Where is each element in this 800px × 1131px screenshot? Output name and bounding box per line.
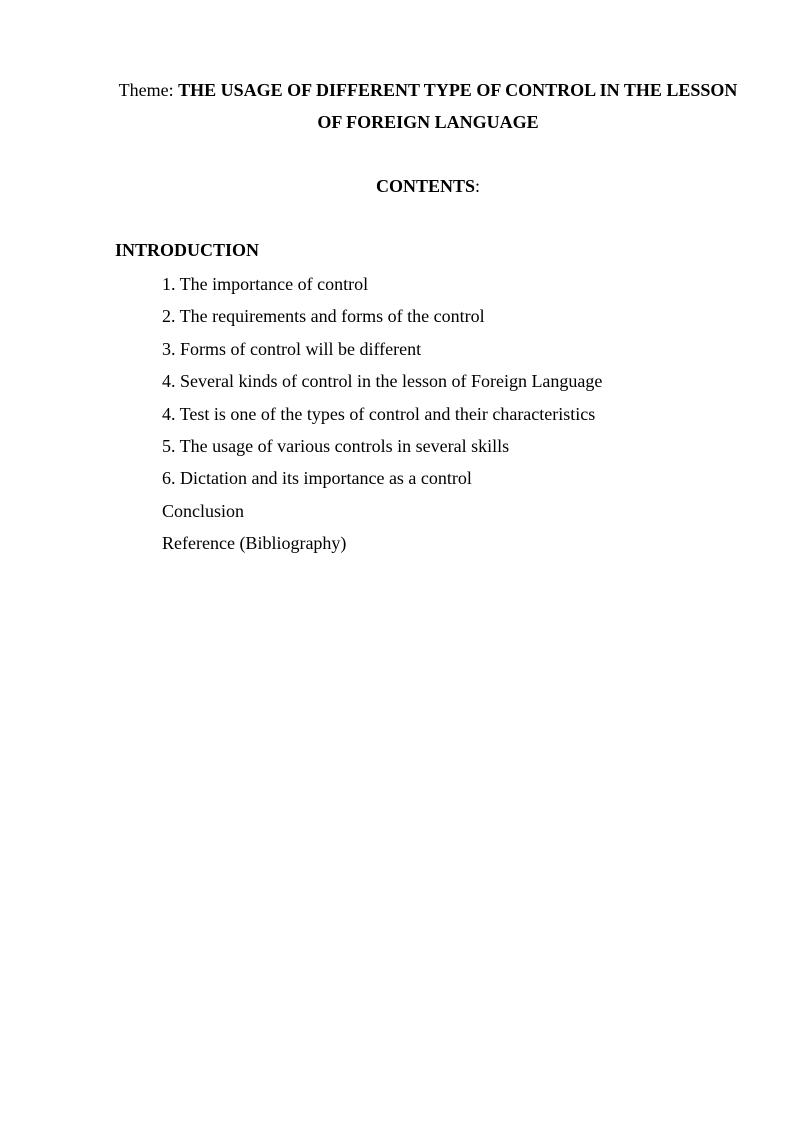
contents-colon: : [475,176,481,196]
theme-heading [110,74,746,138]
toc-item: 4. Several kinds of control in the lesson of Foreign Language [162,371,603,392]
theme-title: THE USAGE OF DIFFERENT TYPE OF CONTROL IN THE LESSON OF FOREIGN LANGUAGE [178,80,738,132]
contents-word: CONTENTS [375,176,475,196]
introduction-heading: INTRODUCTION [115,240,260,260]
toc-item: 6. Dictation and its importance as a control [162,468,472,489]
toc-item-conclusion: Conclusion [162,500,245,521]
toc-item: 1. The importance of control [162,274,369,294]
theme-label: Theme: [118,80,174,100]
contents-heading [110,172,746,200]
toc-item: 4. Test is one of the types of control and their characteristics [162,403,596,424]
toc-item: 5. The usage of various controls in several skills [162,436,510,457]
toc-item: 3. Forms of control will be different [162,338,422,359]
toc-item-reference: Reference (Bibliography) [162,533,347,554]
table-of-contents [162,268,602,560]
toc-item: 2. The requirements and forms of the control [162,306,485,327]
